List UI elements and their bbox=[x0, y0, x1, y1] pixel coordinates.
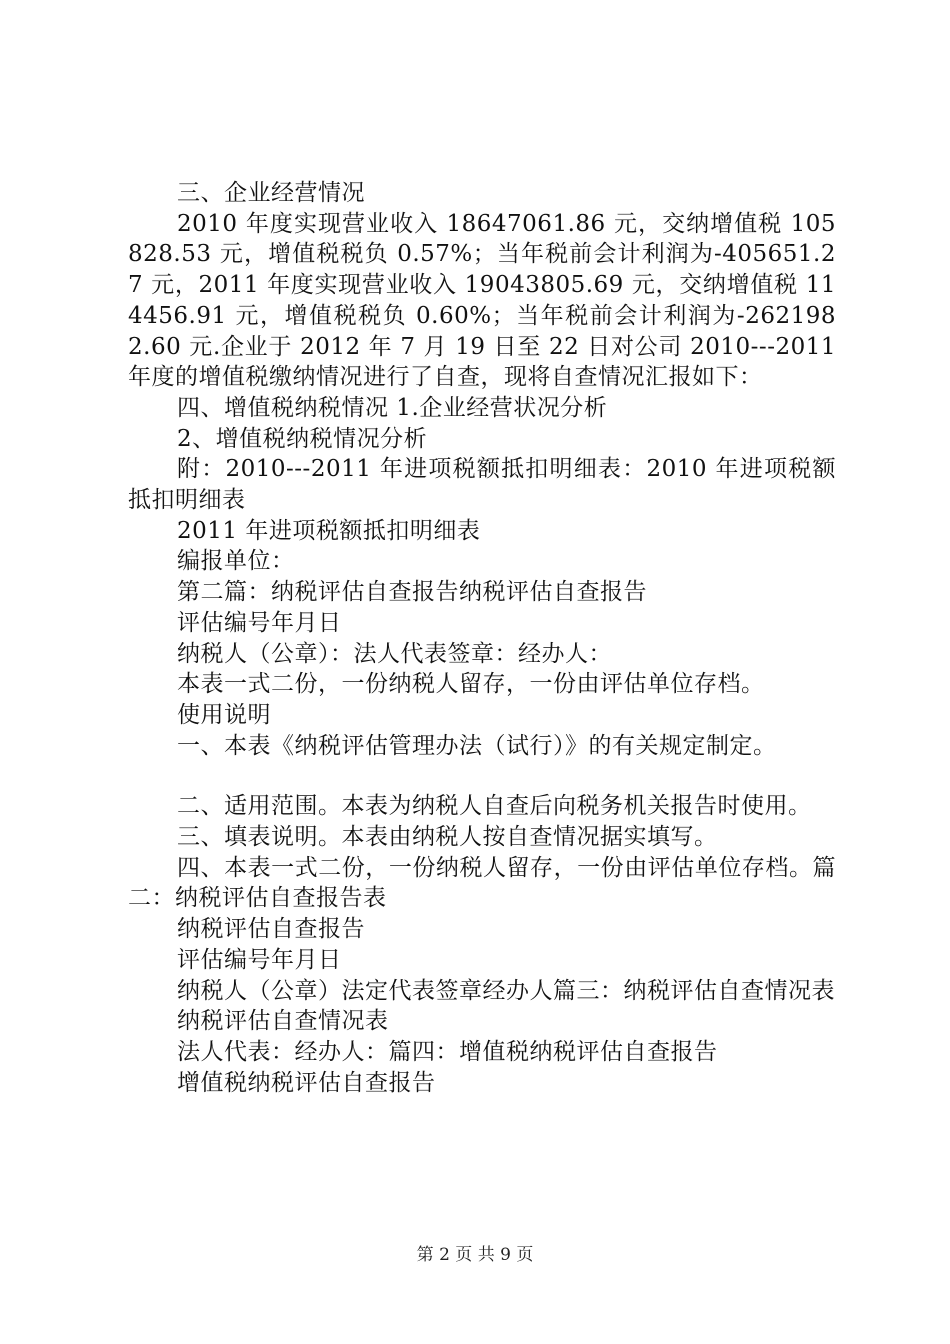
paragraph-legal-rep: 法人代表：经办人：篇四：增值税纳税评估自查报告 bbox=[177, 1038, 718, 1065]
page-footer: 第 2 页 共 9 页 bbox=[416, 1245, 534, 1265]
paragraph-assessment-number-two: 评估编号年月日 bbox=[177, 946, 342, 973]
paragraph-copies: 本表一式二份，一份纳税人留存，一份由评估单位存档。 bbox=[177, 671, 765, 698]
paragraph-usage-one: 一、本表《纳税评估管理办法（试行）》的有关规定制定。 bbox=[177, 732, 777, 759]
paragraph-usage-four: 四、本表一式二份，一份纳税人留存，一份由评估单位存档。篇二：纳税评估自查报告表 bbox=[128, 854, 836, 912]
document-body bbox=[128, 178, 836, 1098]
paragraph-chapter-two: 第二篇：纳税评估自查报告纳税评估自查报告 bbox=[177, 579, 647, 606]
paragraph-taxpayer-signature-two: 纳税人（公章）法定代表签章经办人篇三：纳税评估自查情况表 bbox=[177, 977, 835, 1004]
paragraph-assessment-number: 评估编号年月日 bbox=[177, 609, 342, 636]
section-heading-operations: 三、企业经营情况 bbox=[177, 180, 365, 206]
blank-line bbox=[128, 761, 836, 791]
paragraph-self-check-table: 纳税评估自查情况表 bbox=[177, 1008, 389, 1035]
paragraph-operations-detail: 2010 年度实现营业收入 18647061.86 元，交纳增值税 105828.53 元，增值税税负 0.57%；当年税前会计利润为-405651.27 元，2011 年度实现营业收入 19043805.69 元，交纳增值税 114456.91 元，增值税税负 0.60%；当年税前会计利润为-2621982.60 元.企业于 2012 年 7 月 19 日至 22 日对公司 2010---2011 年度的增值税缴纳情况进行了自查，现将自查情况汇报如下： bbox=[128, 210, 836, 391]
paragraph-usage-heading: 使用说明 bbox=[177, 701, 271, 728]
paragraph-self-check-report: 纳税评估自查报告 bbox=[177, 916, 365, 943]
paragraph-2011-table: 2011 年进项税额抵扣明细表 bbox=[177, 517, 481, 544]
paragraph-taxpayer-signature: 纳税人（公章）：法人代表签章：经办人： bbox=[177, 640, 612, 667]
paragraph-vat-report-title: 增值税纳税评估自查报告 bbox=[177, 1069, 436, 1096]
section-heading-vat: 四、增值税纳税情况 1.企业经营状况分析 bbox=[177, 394, 608, 421]
paragraph-reporting-unit: 编报单位： bbox=[177, 548, 295, 575]
paragraph-usage-three: 三、填表说明。本表由纳税人按自查情况据实填写。 bbox=[177, 824, 718, 851]
paragraph-attachment: 附：2010---2011 年进项税额抵扣明细表：2010 年进项税额抵扣明细表 bbox=[128, 456, 836, 514]
paragraph-vat-analysis: 2、增值税纳税情况分析 bbox=[177, 425, 428, 452]
paragraph-usage-two: 二、适用范围。本表为纳税人自查后向税务机关报告时使用。 bbox=[177, 793, 812, 820]
